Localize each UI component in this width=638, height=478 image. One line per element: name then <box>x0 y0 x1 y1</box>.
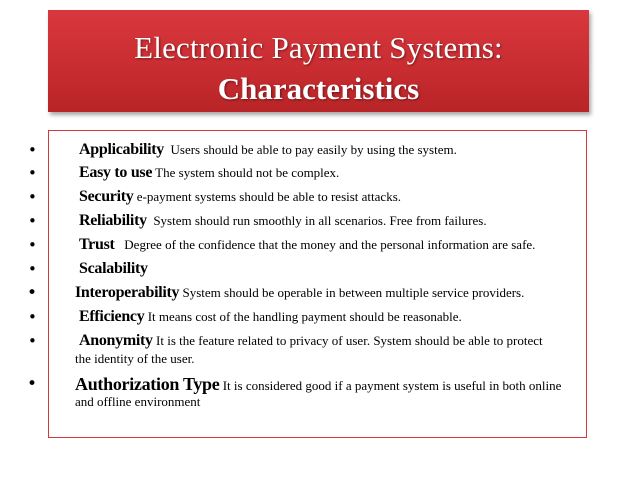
bullet-icon: • <box>28 188 37 206</box>
bullet-icon: • <box>27 374 38 394</box>
bullet-icon: • <box>27 283 38 303</box>
term-label: Applicability <box>79 141 165 158</box>
bullet-icon: • <box>28 260 37 278</box>
term-label: Easy to use <box>79 164 153 181</box>
term-description: It means cost of the handling payment should be reasonable. <box>147 309 462 324</box>
bullet-icon: • <box>28 212 37 230</box>
term-description: Degree of the confidence that the money and the personal information are safe. <box>124 237 536 252</box>
term-label: Efficiency <box>79 308 145 325</box>
bullet-icon: • <box>28 141 37 159</box>
slide-title: Electronic Payment Systems: <box>134 30 503 65</box>
term-description-continued: the identity of the user. <box>75 351 195 366</box>
term-label: Reliability <box>79 212 147 229</box>
term-label: Security <box>79 188 134 205</box>
term-description: e-payment systems should be able to resist attacks. <box>136 189 402 204</box>
bullet-icon: • <box>28 236 37 254</box>
term-description: System should be operable in between multiple service providers. <box>182 285 525 300</box>
term-label: Scalability <box>79 260 148 277</box>
slide-subtitle: Characteristics <box>217 71 420 106</box>
term-description: It is considered good if a payment system is useful in both online <box>222 378 562 393</box>
bullet-icon: • <box>28 308 37 326</box>
bullet-icon: • <box>28 164 37 182</box>
term-label: Anonymity <box>79 332 153 349</box>
term-description: The system should not be complex. <box>155 165 340 180</box>
bullet-icon: • <box>28 332 37 350</box>
term-description-continued: and offline environment <box>75 394 201 409</box>
title-banner <box>48 10 589 112</box>
term-description: Users should be able to pay easily by using the system. <box>170 142 457 157</box>
term-label: Interoperability <box>75 284 180 301</box>
term-label: Trust <box>79 236 115 253</box>
term-description: It is the feature related to privacy of user. System should be able to protect <box>156 333 543 348</box>
term-label: Authorization Type <box>75 374 220 394</box>
term-description: System should run smoothly in all scenarios. Free from failures. <box>153 213 487 228</box>
